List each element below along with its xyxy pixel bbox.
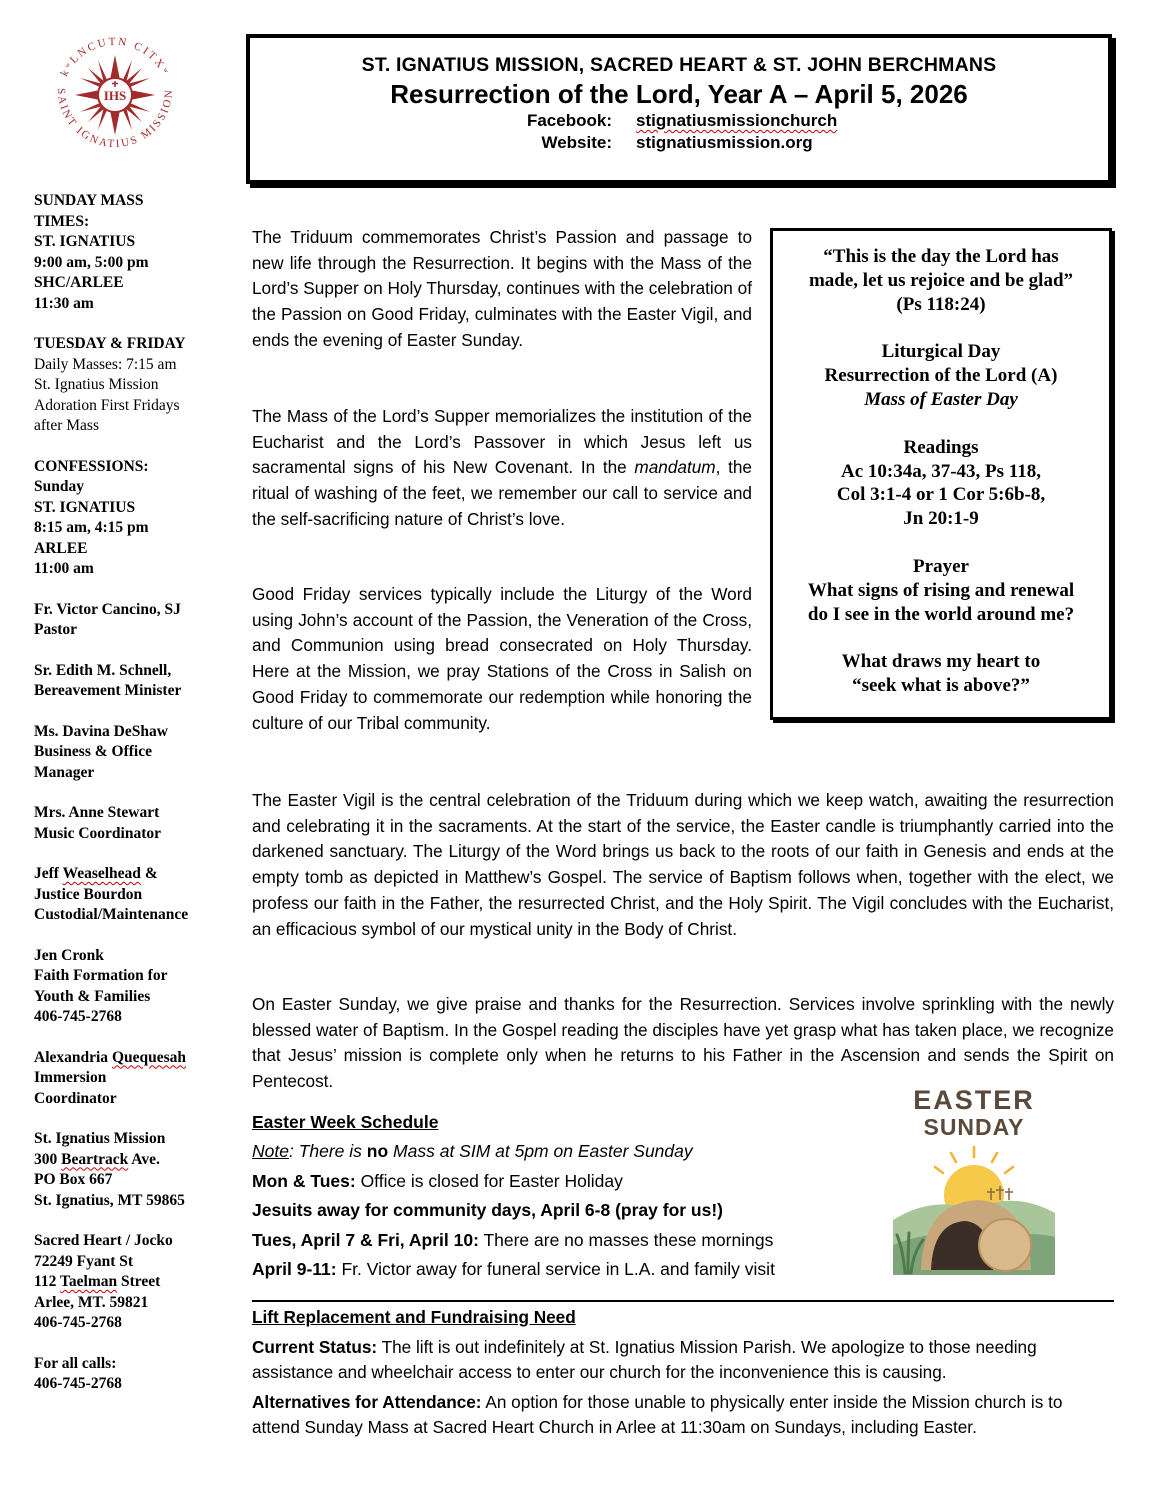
scripture-quote xyxy=(773,245,1109,316)
empty-tomb-icon xyxy=(893,1147,1055,1275)
note-text: Mass at SIM at 5pm on Easter Sunday xyxy=(388,1141,693,1162)
name-part: Alexandria xyxy=(34,1048,112,1066)
sidebar-line: ST. IGNATIUS xyxy=(34,498,136,516)
address-part: 300 xyxy=(34,1150,62,1168)
reading-line: Col 3:1-4 or 1 Cor 5:6b-8, xyxy=(836,484,1046,506)
facebook-row xyxy=(250,110,1108,132)
sidebar-confessions xyxy=(34,457,224,580)
sidebar-line: Manager xyxy=(34,763,95,781)
schedule-item xyxy=(252,1255,852,1284)
sidebar-line xyxy=(34,864,224,885)
quote-line: made, let us rejoice and be glad” xyxy=(808,269,1074,291)
sidebar-music xyxy=(34,803,224,844)
liturgical-mass: Mass of Easter Day xyxy=(864,388,1018,410)
triduum-paragraph: The Triduum commemorates Christ’s Passion and passage to new life through the Resurrection. It begins with the Mass of the Lord’s Supper on Holy Thursday, continues with the celebration of the Passion on Good Friday, culminates with the Easter Vigil, and ends the evening of Easter Sunday. xyxy=(252,227,752,350)
sidebar-line: Bereavement Minister xyxy=(34,682,182,699)
sidebar-line: 406-745-2768 xyxy=(34,1375,122,1392)
sidebar-line: 8:15 am, 4:15 pm xyxy=(34,519,149,536)
sidebar-line: Sacred Heart / Jocko xyxy=(34,1232,173,1249)
item-label: Jesuits away for community days, April 6-8 (pray for us!) xyxy=(252,1200,724,1221)
sidebar-line: Daily Masses: 7:15 am xyxy=(34,355,177,373)
note-label: Note xyxy=(252,1141,289,1162)
address-part: Beartrack xyxy=(61,1150,129,1168)
lift-heading: Lift Replacement and Fundraising Need xyxy=(252,1307,576,1327)
website-link[interactable]: stignatiusmission.org xyxy=(636,133,813,152)
item-text: Office is closed for Easter Holiday xyxy=(355,1170,623,1191)
sidebar-pastor xyxy=(34,600,224,641)
easter-graphic-line2: SUNDAY xyxy=(923,1114,1025,1140)
address-part: 112 xyxy=(34,1273,60,1290)
quote-line: (Ps 118:24) xyxy=(896,293,986,315)
name-part: Weaselhead xyxy=(62,865,141,882)
schedule-item xyxy=(252,1226,852,1255)
sidebar-line xyxy=(34,1048,224,1069)
sidebar-line: 11:00 am xyxy=(34,560,94,577)
facebook-label: Facebook: xyxy=(526,111,612,130)
parish-seal xyxy=(40,20,190,170)
readings-section xyxy=(773,436,1109,531)
sidebar-line: 72249 Fyant St xyxy=(34,1252,134,1270)
liturgical-info-box xyxy=(770,228,1112,720)
sidebar-line: PO Box 667 xyxy=(34,1171,113,1188)
address-part: Street xyxy=(117,1273,161,1290)
seal-arc-bottom: SAINT IGNATIUS MISSION xyxy=(54,87,176,151)
sidebar-line: Sunday xyxy=(34,478,84,495)
sidebar-line: Faith Formation for xyxy=(34,967,168,984)
schedule-heading: Easter Week Schedule xyxy=(252,1112,439,1132)
sidebar-immersion xyxy=(34,1048,224,1110)
sidebar-line: Jen Cronk xyxy=(34,946,104,964)
sidebar-line: 406-745-2768 xyxy=(34,1314,122,1331)
sidebar-weekday xyxy=(34,334,224,437)
sidebar-heading: TUESDAY & FRIDAY xyxy=(34,335,186,352)
lift-alternatives xyxy=(252,1390,1114,1441)
item-label: Mon & Tues: xyxy=(252,1170,356,1191)
prayer-line: do I see in the world around me? xyxy=(807,603,1075,625)
sidebar-line: St. Ignatius, MT 59865 xyxy=(34,1191,185,1209)
section-heading: Prayer xyxy=(913,555,969,577)
address-part: Taelman xyxy=(60,1273,118,1290)
facebook-link[interactable]: stignatiusmissionchurch xyxy=(636,111,838,130)
sidebar-line: after Mass xyxy=(34,417,99,434)
easter-week-schedule xyxy=(252,1108,852,1284)
sidebar-line: Custodial/Maintenance xyxy=(34,906,189,923)
parishes-heading: ST. IGNATIUS MISSION, SACRED HEART & ST. JOHN BERCHMANS xyxy=(361,54,997,76)
sidebar-custodial xyxy=(34,864,224,926)
status-text: The lift is out indefinitely at St. Ignatius Mission Parish. We apologize to those needing assistance and wheelchair access to enter our church for the inconvenience this is causing. xyxy=(252,1336,1037,1383)
schedule-item xyxy=(252,1167,852,1196)
page-title: Resurrection of the Lord, Year A – April 5, 2026 xyxy=(390,79,968,109)
sidebar-line: Justice Bourdon xyxy=(34,885,143,903)
seal-monogram: IHS xyxy=(103,88,127,103)
sidebar-line: Pastor xyxy=(34,621,78,638)
prayer-section xyxy=(773,555,1109,626)
text-part: The Mass of the Lord’s Supper memorializes the institution of the Eucharist and the Lord’s Passover in which Jesus left us sacramental signs of his New Covenant. In the xyxy=(252,406,752,478)
lords-supper-paragraph xyxy=(252,404,752,533)
sidebar xyxy=(34,191,224,1415)
sidebar-line: ARLEE xyxy=(34,539,88,557)
sidebar-line: St. Ignatius Mission xyxy=(34,376,159,393)
liturgical-day: Resurrection of the Lord (A) xyxy=(824,365,1058,387)
section-divider xyxy=(252,1300,1114,1302)
note-emphasis: no xyxy=(366,1141,389,1162)
sidebar-line: SUNDAY MASS xyxy=(34,192,144,209)
quote-line: “This is the day the Lord has xyxy=(823,246,1059,267)
sidebar-line: Business & Office xyxy=(34,743,152,760)
reading-line: Jn 20:1-9 xyxy=(903,508,979,530)
sidebar-business xyxy=(34,722,224,784)
status-label: Current Status: xyxy=(252,1336,378,1357)
sidebar-faith-formation xyxy=(34,946,224,1028)
sidebar-line: Music Coordinator xyxy=(34,824,162,842)
sidebar-line: St. Ignatius Mission xyxy=(34,1130,166,1147)
item-text: Fr. Victor away for funeral service in L.A. and family visit xyxy=(336,1259,775,1280)
reflection-line: What draws my heart to xyxy=(841,651,1041,673)
lift-status xyxy=(252,1335,1114,1386)
sidebar-line: 9:00 am, 5:00 pm xyxy=(34,253,149,271)
item-label: Tues, April 7 & Fri, April 10: xyxy=(252,1229,479,1250)
sidebar-line: TIMES: xyxy=(34,212,90,230)
sidebar-line: For all calls: xyxy=(34,1354,117,1372)
sidebar-line: 406-745-2768 xyxy=(34,1008,122,1025)
sidebar-sacred-heart xyxy=(34,1231,224,1334)
sidebar-line: Fr. Victor Cancino, SJ xyxy=(34,600,181,618)
sidebar-line xyxy=(34,1272,224,1293)
prayer-line: What signs of rising and renewal xyxy=(807,579,1075,601)
sidebar-line xyxy=(34,1150,224,1171)
sidebar-mass-times xyxy=(34,191,224,314)
liturgical-day-section xyxy=(773,340,1109,411)
section-heading: Readings xyxy=(903,436,979,458)
easter-sunday-graphic xyxy=(893,1085,1055,1275)
emphasis-text: mandatum xyxy=(634,457,716,478)
sidebar-line: Adoration First Fridays xyxy=(34,396,180,414)
sidebar-line: Ms. Davina DeShaw xyxy=(34,722,168,740)
item-text: There are no masses these mornings xyxy=(478,1229,774,1250)
name-part: Quequesah xyxy=(111,1048,187,1066)
easter-sunday-paragraph: On Easter Sunday, we give praise and thanks for the Resurrection. Services involve sprinkling with the newly blessed water of Baptism. In the Gospel reading the disciples have yet grasp what has taken place, we recognize that Jesus’ mission is complete only when he returns to his Father in the Ascension and sends the Spirit on Pentecost. xyxy=(252,994,1114,1092)
item-label: April 9-11: xyxy=(252,1259,337,1280)
seal-arc-top: kʷLNCUTN CITXʷ xyxy=(58,35,172,79)
schedule-item xyxy=(252,1196,852,1225)
sidebar-line: Youth & Families xyxy=(34,987,151,1005)
name-part: Jeff xyxy=(34,865,63,882)
reflection-line: “seek what is above?” xyxy=(852,675,1030,697)
sidebar-line: Coordinator xyxy=(34,1089,117,1107)
sidebar-calls xyxy=(34,1354,224,1395)
website-label: Website: xyxy=(541,133,612,152)
text-part: , the ritual of washing of the feet, we remember our call to service and the self-sacrificing nature of Christ’s love. xyxy=(252,457,752,529)
sidebar-line: SHC/ARLEE xyxy=(34,274,124,291)
reflection-section xyxy=(773,650,1109,698)
sidebar-line: Immersion xyxy=(34,1069,107,1086)
website-row xyxy=(250,132,1108,154)
easter-graphic-line1: EASTER xyxy=(913,1085,1035,1115)
sidebar-line: CONFESSIONS: xyxy=(34,457,149,475)
alternatives-label: Alternatives for Attendance: xyxy=(252,1391,482,1412)
reading-line: Ac 10:34a, 37-43, Ps 118, xyxy=(840,460,1041,482)
easter-vigil-paragraph: The Easter Vigil is the central celebration of the Triduum during which we keep watch, awaiting the resurrection and celebrating it in the sacraments. At the start of the service, the Easter candle is triumphantly carried into the darkened sanctuary. The Liturgy of the Word brings us back to the roots of our faith in Genesis and ends at the empty tomb as depicted in Matthew’s Gospel. The service of Baptism follows when, together with the elect, we profess our faith in the Father, the resurrected Christ, and the Holy Spirit. The Vigil concludes with the Eucharist, an efficacious symbol of our mystical unity in the Body of Christ. xyxy=(252,790,1114,939)
schedule-note xyxy=(252,1137,852,1166)
sidebar-line: ST. IGNATIUS xyxy=(34,233,136,250)
sidebar-bereavement xyxy=(34,661,224,702)
good-friday-paragraph: Good Friday services typically include the Liturgy of the Word using John’s account of the Passion, the Veneration of the Cross, and Communion using bread consecrated on Holy Thursday. Here at the Mission, we pray Stations of the Cross in Salish on Good Friday to commemorate our redemption while honoring the culture of our Tribal community. xyxy=(252,584,752,733)
section-heading: Liturgical Day xyxy=(881,341,1001,363)
lift-section xyxy=(252,1305,1114,1445)
sidebar-line: Mrs. Anne Stewart xyxy=(34,804,160,821)
sidebar-line: 11:30 am xyxy=(34,294,94,312)
name-part: & xyxy=(140,865,158,882)
sidebar-line: Arlee, MT. 59821 xyxy=(34,1293,149,1311)
note-text: : There is xyxy=(288,1141,367,1162)
sidebar-mission-address xyxy=(34,1129,224,1211)
sidebar-line: Sr. Edith M. Schnell, xyxy=(34,661,172,679)
bulletin-header xyxy=(246,34,1112,184)
alternatives-text: An option for those unable to physically enter inside the Mission church is to attend Sunday Mass at Sacred Heart Church in Arlee at 11:30am on Sundays, including Easter. xyxy=(252,1391,1063,1438)
address-part: Ave. xyxy=(128,1150,160,1168)
